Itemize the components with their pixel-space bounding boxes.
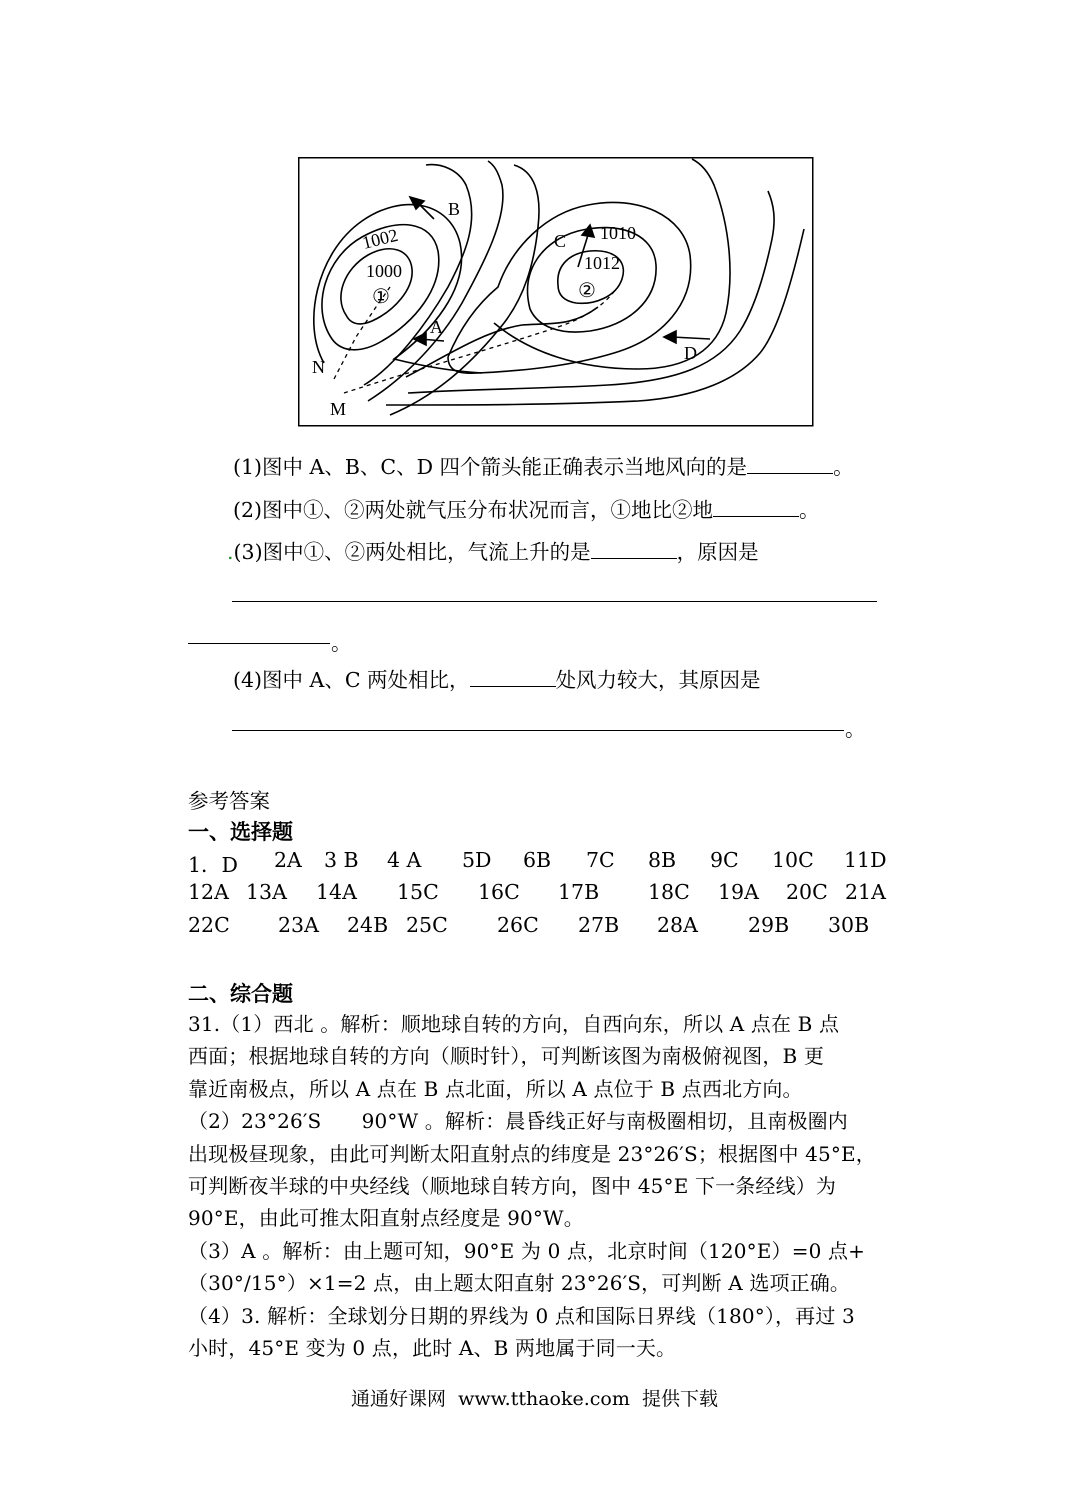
answer-item: 25C [406,913,448,937]
isobar-trough-1 [314,205,482,373]
question-2-text: (2)图中①、②两处就气压分布状况而言，①地比②地 [233,498,714,522]
answer-blank[interactable] [591,538,677,559]
answer-item: 3 B [324,848,359,872]
question-3-answer-line-1[interactable] [232,601,877,602]
answer-item: 22C [188,913,230,937]
explanation-line: 西面；根据地球自转的方向（顺时针），可判断该图为南极俯视图，B 更 [188,1044,825,1069]
section-2-title: 二、综合题 [188,981,293,1006]
answer-item: 29B [748,913,790,937]
answer-item: 4 A [387,848,422,872]
question-4 [233,663,761,693]
question-4-text: (4)图中 A、C 两处相比， [233,668,470,692]
answer-item: 7C [586,848,615,872]
label-N: N [312,357,325,377]
answer-item: 23A [278,913,319,937]
answer-blank[interactable] [713,496,799,517]
answer-item: 9C [710,848,739,872]
page-footer: 通通好课网 www.tthaoke.com 提供下载 [351,1388,718,1410]
explanation-line: 90°E，由此可推太阳直射点经度是 90°W。 [188,1206,584,1231]
label-1000: 1000 [366,261,402,281]
answer-item: 11D [844,848,887,872]
section-1-title: 一、选择题 [188,819,293,844]
label-1002: 1002 [360,224,400,253]
explanation-line: 31.（1）西北 。解析：顺地球自转的方向，自西向东，所以 A 点在 B 点 [188,1012,840,1036]
answer-item: 16C [478,880,520,904]
question-4-end: 。 [845,717,866,741]
isobar-outer-3 [448,202,691,373]
answer-blank[interactable] [747,453,833,474]
question-3 [227,535,759,565]
label-A: A [430,317,443,337]
answer-item: 2A [274,848,302,872]
answer-item: 27B [578,913,620,937]
answer-item: 15C [397,880,439,904]
question-4-answer-line[interactable] [232,730,844,731]
explanation-line: 小时，45°E 变为 0 点，此时 A、B 两地属于同一天。 [188,1336,677,1361]
question-1 [233,450,854,480]
answer-item: 19A [718,880,759,904]
label-B: B [448,199,461,219]
answer-item: 5D [462,848,492,872]
question-4-reason: 处风力较大，其原因是 [555,668,761,692]
answer-item: 20C [786,880,828,904]
question-3-text: (3)图中①、②两处相比，气流上升的是 [233,540,591,564]
answer-item: 21A [845,880,886,904]
label-M: M [330,399,347,419]
explanation-line: （4）3. 解析：全球划分日期的界线为 0 点和国际日界线（180°），再过 3 [188,1303,855,1328]
isobar-map-figure [298,157,814,427]
explanation-line: （2）23°26′S 90°W 。解析：晨昏线正好与南极圈相切，且南极圈内 [188,1109,848,1134]
arrow-D-head [664,331,676,343]
answer-item: 8B [648,848,677,872]
answers-heading: 参考答案 [188,789,270,813]
question-3-end: 。 [331,631,352,655]
explanation-block [188,1008,876,1364]
answer-item: 17B [558,880,600,904]
label-center-2: ② [578,280,596,302]
label-C: C [554,231,567,251]
arrow-D [672,337,710,339]
answer-item: 1．D [188,853,238,877]
question-3-answer-line-2[interactable] [188,643,330,644]
explanation-line: （30°/15°）×1=2 点，由上题太阳直射 23°26′S，可判断 A 选项正确。 [188,1271,851,1296]
label-D: D [684,343,697,363]
explanation-line: 靠近南极点，所以 A 点在 B 点北面，所以 A 点位于 B 点西北方向。 [188,1076,803,1101]
answer-item: 30B [828,913,870,937]
explanation-line: （3）A 。解析：由上题可知，90°E 为 0 点，北京时间（120°E）=0 点+ [188,1238,866,1263]
answer-item: 26C [497,913,539,937]
answer-item: 18C [648,880,690,904]
label-center-1: ① [372,286,390,308]
question-1-text: (1)图中 A、B、C、D 四个箭头能正确表示当地风向的是 [233,455,748,479]
answer-item: 28A [657,913,698,937]
question-2 [233,493,820,523]
explanation-line: 出现极昼现象，由此可判断太阳直射点的纬度是 23°26′S；根据图中 45°E， [188,1141,876,1166]
answer-item: 24B [347,913,389,937]
answer-item: 6B [523,848,552,872]
label-1012: 1012 [584,253,620,273]
answer-item: 10C [772,848,814,872]
arrow-C-head [582,225,594,237]
answer-item: 13A [246,880,287,904]
answer-item: 12A [188,880,229,904]
answer-item: 14A [316,880,357,904]
label-1010: 1010 [600,223,636,243]
explanation-line: 可判断夜半球的中央经线（顺地球自转方向，图中 45°E 下一条经线）为 [188,1174,837,1199]
green-mark: . [227,540,234,564]
question-3-reason: ，原因是 [676,540,759,564]
answer-blank[interactable] [470,666,556,687]
question-1-end: 。 [833,455,854,479]
question-2-end: 。 [799,498,820,522]
